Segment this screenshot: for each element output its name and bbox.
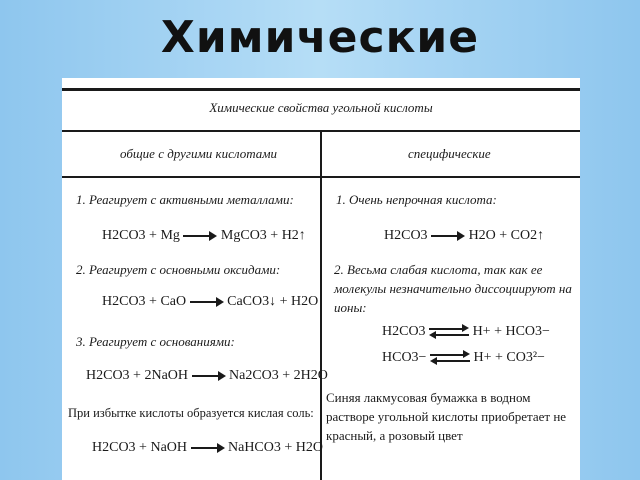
slide-title: Химические: [160, 12, 480, 63]
left-equation-3: [86, 368, 328, 384]
right-column-header: специфические: [408, 146, 491, 161]
left-equation-1: [102, 228, 306, 244]
left-equation-2: [102, 294, 318, 310]
eq-rhs: NaHCO3 + H2O: [228, 440, 323, 455]
arrow-icon: [192, 371, 226, 381]
right-equation-2: [382, 324, 550, 340]
chemistry-table: [62, 78, 580, 480]
eq-lhs: H2CO3 + Mg: [102, 228, 180, 243]
eq-lhs: H2CO3 + CaO: [102, 294, 187, 309]
right-item-1: 1. Очень непрочная кислота:: [336, 192, 497, 207]
left-equation-4: [92, 440, 323, 456]
eq-lhs: H2CO3: [382, 324, 426, 339]
left-item-2: 2. Реагирует с основными оксидами:: [76, 262, 281, 277]
right-note: Синяя лакмусовая бумажка в водном растворе угольной кислоты приобретает не красный, а розовый цвет: [326, 390, 567, 443]
top-rule: [62, 88, 580, 91]
eq-rhs: H2O + CO2↑: [468, 228, 545, 243]
arrow-icon: [190, 297, 224, 307]
eq-lhs: H2CO3 + NaOH: [92, 440, 187, 455]
eq-rhs: Na2CO3 + 2H2O: [229, 368, 328, 383]
equilibrium-arrow-icon: [430, 352, 470, 364]
arrow-icon: [431, 231, 465, 241]
equilibrium-arrow-icon: [429, 326, 469, 338]
column-divider: [320, 132, 322, 480]
eq-lhs: H2CO3: [384, 228, 428, 243]
eq-rhs: CaCO3↓ + H2O: [227, 294, 319, 309]
arrow-icon: [183, 231, 217, 241]
left-note: При избытке кислоты образуется кислая соль:: [68, 406, 314, 420]
eq-lhs: H2CO3 + 2NaOH: [86, 368, 188, 383]
left-column-header: общие с другими кислотами: [120, 146, 278, 161]
right-equation-3: [382, 350, 545, 366]
eq-rhs: H+ + HCO3−: [472, 324, 550, 339]
left-item-3: 3. Реагирует с основаниями:: [76, 334, 235, 349]
right-equation-1: [384, 228, 544, 244]
table-header: Химические свойства угольной кислоты: [209, 100, 433, 115]
eq-lhs: HCO3−: [382, 350, 427, 365]
arrow-icon: [191, 443, 225, 453]
right-item-2: 2. Весьма слабая кислота, так как ее молекулы незначительно диссоциируют на ионы:: [334, 262, 572, 315]
eq-rhs: H+ + CO3²−: [473, 350, 545, 365]
eq-rhs: MgCO3 + H2↑: [220, 228, 306, 243]
left-item-1: 1. Реагирует с активными металлами:: [76, 192, 294, 207]
subheader-rule: [62, 176, 580, 178]
